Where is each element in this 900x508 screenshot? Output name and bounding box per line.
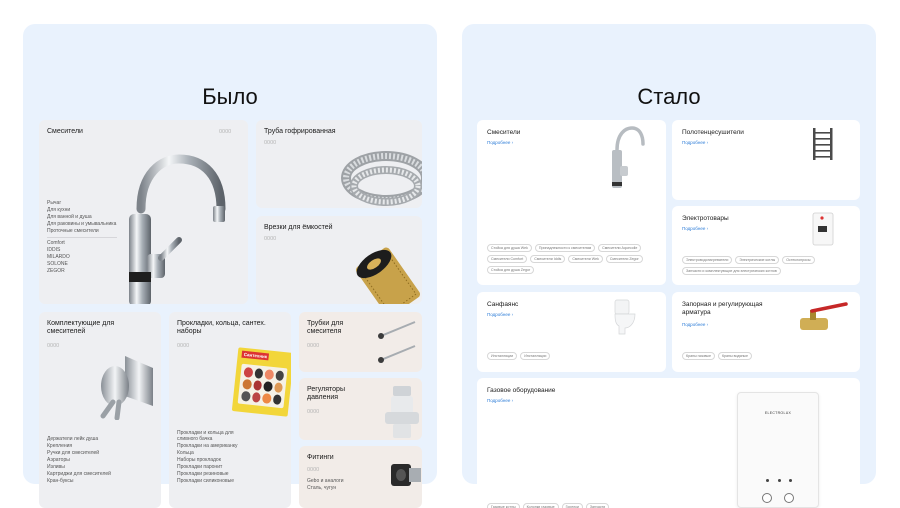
card-title: Санфаянс xyxy=(487,301,519,308)
link-item[interactable]: Comfort xyxy=(47,240,65,246)
link-item[interactable]: Для ванной и душа xyxy=(47,214,92,220)
pressure-regulator-image xyxy=(383,384,421,440)
brand-logo: ELECTROLUX xyxy=(764,411,792,415)
faucet-image xyxy=(109,154,239,304)
link-item[interactable]: Изливы xyxy=(47,464,65,470)
card-title: Смесители xyxy=(47,128,83,135)
card-count: 0000 xyxy=(47,343,60,349)
card-title: Прокладки, кольца, сантех. наборы xyxy=(177,320,266,335)
link-item[interactable]: Прокладки на американку xyxy=(177,443,238,449)
before-card-gaskets[interactable] xyxy=(169,312,291,508)
corrugated-pipe-image xyxy=(336,138,422,208)
tag[interactable]: Краны газовые xyxy=(682,352,715,360)
tag[interactable]: Стойка для душа Wek xyxy=(487,244,532,252)
tag-list xyxy=(487,503,737,508)
tag[interactable]: Электрические котлы xyxy=(735,256,779,264)
tag-list xyxy=(682,256,852,275)
after-card-appliances[interactable] xyxy=(672,206,860,285)
card-count: 0000 xyxy=(177,343,190,349)
tag[interactable]: Инсталляции xyxy=(520,352,550,360)
link-item[interactable]: Кольца xyxy=(177,450,194,456)
ball-valve-image xyxy=(796,300,848,334)
card-title: Полотенцесушители xyxy=(682,129,744,136)
link-item[interactable]: Прокладки и кольца для сливного бачка xyxy=(177,430,234,442)
card-title: Врезки для ёмкостей xyxy=(264,224,333,231)
shower-holder-image xyxy=(95,350,161,420)
link-item[interactable]: MILARDO xyxy=(47,254,70,260)
tag[interactable]: Принадлежности к смесителям xyxy=(535,244,595,252)
mixer-tube-image xyxy=(375,316,421,366)
before-card-mixer-tubes[interactable] xyxy=(299,312,422,372)
tag[interactable]: Газовые котлы xyxy=(487,503,520,508)
card-count: 0000 xyxy=(219,129,232,135)
card-title: Электротовары xyxy=(682,215,729,222)
tag[interactable]: Краны водяные xyxy=(718,352,752,360)
after-panel xyxy=(462,24,876,508)
link-item[interactable]: Прокладки резиновые xyxy=(177,471,229,477)
link-item[interactable]: Сталь, чугун xyxy=(307,485,337,491)
package-label: Сантехник xyxy=(241,351,269,361)
divider xyxy=(47,237,117,238)
link-item[interactable]: Gebo и аналоги xyxy=(307,478,344,484)
after-card-gas[interactable] xyxy=(477,378,860,508)
card-count: 0000 xyxy=(307,467,320,473)
card-title: Смесители xyxy=(487,129,521,136)
before-card-components[interactable] xyxy=(39,312,161,508)
tag[interactable]: Горелки xyxy=(562,503,583,508)
link-item[interactable]: SOLONE xyxy=(47,261,68,267)
tag[interactable]: Запчасти xyxy=(586,503,609,508)
card-count: 0000 xyxy=(307,343,320,349)
tag[interactable]: Остеклопросы xyxy=(782,256,814,264)
link-item[interactable]: Картриджи для смесителей xyxy=(47,471,111,477)
link-item[interactable]: Прокладки паронит xyxy=(177,464,223,470)
gas-water-heater-image xyxy=(737,392,819,508)
fitting-links xyxy=(307,478,344,492)
link-item[interactable]: Проточные смесители xyxy=(47,228,99,234)
card-count: 0000 xyxy=(264,140,277,146)
link-item[interactable]: Рычаг xyxy=(47,200,62,206)
before-card-fittings[interactable] xyxy=(299,446,422,508)
link-item[interactable]: Для кухни xyxy=(47,207,71,213)
link-item[interactable]: Кран-буксы xyxy=(47,478,74,484)
before-card-corrugated-pipe[interactable] xyxy=(256,120,422,208)
after-card-sanitary[interactable] xyxy=(477,292,666,372)
tag-list xyxy=(487,244,657,274)
after-card-mixers[interactable] xyxy=(477,120,666,285)
link-item[interactable]: ZEGOR xyxy=(47,268,65,274)
gasket-links xyxy=(177,430,247,485)
tag[interactable]: Смесители Wek xyxy=(568,255,603,263)
card-title: Запорная и регулирующая арматура xyxy=(682,301,763,316)
more-link[interactable]: Подробнее › xyxy=(682,226,709,231)
more-link[interactable]: Подробнее › xyxy=(682,322,709,327)
link-item[interactable]: Крепления xyxy=(47,443,73,449)
card-title: Трубки для смесителя xyxy=(307,320,344,335)
tag[interactable]: Смесители Аquecolle xyxy=(598,244,641,252)
component-links xyxy=(47,436,111,485)
link-item[interactable]: Прокладки силиконовые xyxy=(177,478,234,484)
toilet-image xyxy=(611,298,641,336)
card-title: Труба гофрированная xyxy=(264,128,336,135)
after-card-valves[interactable] xyxy=(672,292,860,372)
more-link[interactable]: Подробнее › xyxy=(682,140,709,145)
card-title: Комплектующие для смесителей xyxy=(47,320,115,335)
link-item[interactable]: Держатели лейк душа xyxy=(47,436,99,442)
faucet-image xyxy=(605,124,645,190)
before-card-tank-fittings[interactable] xyxy=(256,216,422,304)
tag[interactable]: Колонки газовые xyxy=(523,503,559,508)
before-title: Было xyxy=(202,84,258,109)
tag[interactable]: Стойка для душа Zegor xyxy=(487,266,534,274)
more-link[interactable]: Подробнее › xyxy=(487,140,514,145)
link-item[interactable]: IDDIS xyxy=(47,247,61,253)
after-title: Стало xyxy=(637,84,701,109)
fitting-image xyxy=(387,456,421,496)
towel-warmer-image xyxy=(810,126,836,162)
tag[interactable]: Электроводонагреватели xyxy=(682,256,732,264)
before-panel xyxy=(23,24,437,491)
brass-fitting-image xyxy=(350,242,422,304)
gasket-package-image xyxy=(232,347,291,417)
before-card-pressure-regulators[interactable] xyxy=(299,378,422,440)
link-item[interactable]: Наборы прокладок xyxy=(177,457,221,463)
tag[interactable]: Запчасти и комплектующие для электрических котлов xyxy=(682,267,781,275)
card-title: Регуляторы давления xyxy=(307,386,345,401)
card-count: 0000 xyxy=(264,236,277,242)
card-count: 0000 xyxy=(307,409,320,415)
tag[interactable]: Смесители Comfort xyxy=(487,255,527,263)
link-item[interactable]: Для раковины и умывальника xyxy=(47,221,117,227)
before-card-mixers[interactable] xyxy=(39,120,248,304)
tag[interactable]: Смесители Iddis xyxy=(530,255,565,263)
after-card-towel-warmers[interactable] xyxy=(672,120,860,200)
water-heater-image xyxy=(812,212,834,246)
tag-list xyxy=(487,352,657,360)
tag[interactable]: Инсталляции xyxy=(487,352,517,360)
card-title: Фитинги xyxy=(307,454,334,461)
tag[interactable]: Смесители Zegor xyxy=(606,255,643,263)
link-item[interactable]: Ручки для смесителей xyxy=(47,450,100,456)
tag-list xyxy=(682,352,852,360)
mixer-links xyxy=(47,200,117,275)
more-link[interactable]: Подробнее › xyxy=(487,312,514,317)
card-title: Газовое оборудование xyxy=(487,387,556,394)
more-link[interactable]: Подробнее › xyxy=(487,398,514,403)
link-item[interactable]: Аэраторы xyxy=(47,457,70,463)
